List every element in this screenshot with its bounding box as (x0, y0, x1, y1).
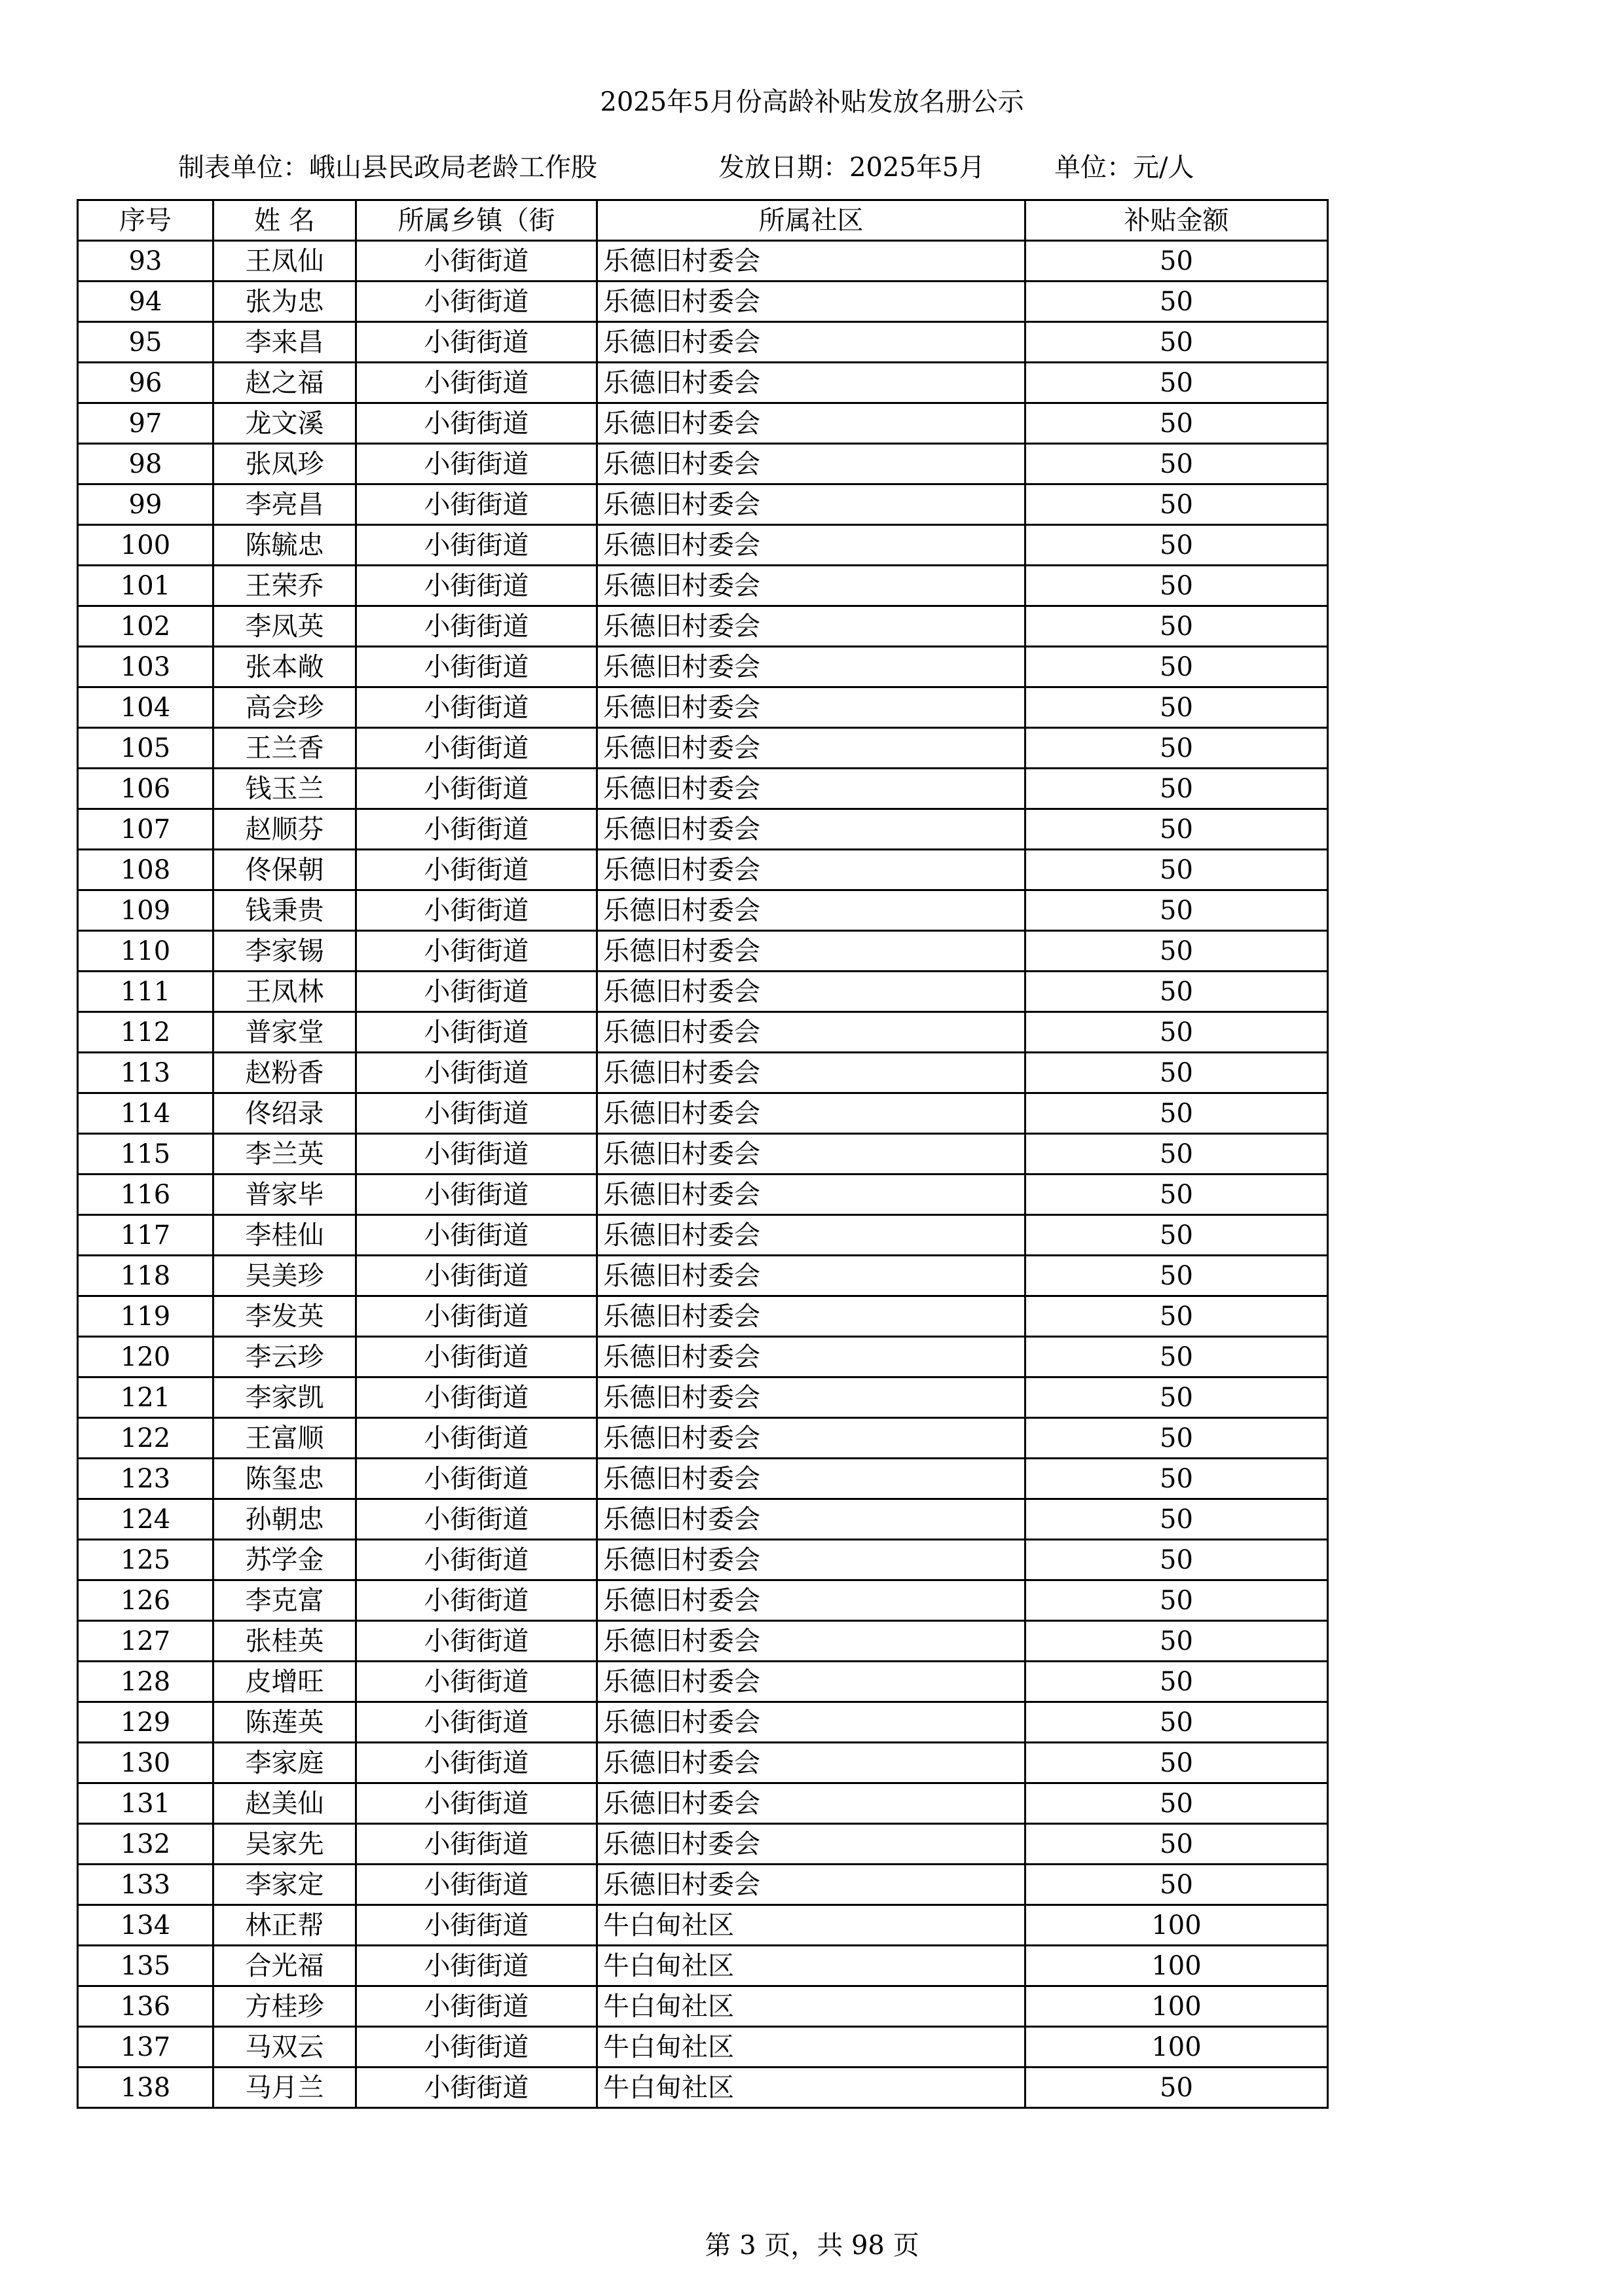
cell-town: 小街街道 (356, 1783, 597, 1824)
cell-name: 王凤仙 (213, 241, 356, 282)
table-row (78, 606, 1328, 647)
cell-community: 乐德旧村委会 (597, 647, 1025, 687)
cell-amount: 50 (1025, 1540, 1328, 1580)
cell-community: 乐德旧村委会 (597, 282, 1025, 322)
cell-town: 小街街道 (356, 1865, 597, 1905)
cell-community: 乐德旧村委会 (597, 1865, 1025, 1905)
cell-community: 乐德旧村委会 (597, 1783, 1025, 1824)
cell-town: 小街街道 (356, 282, 597, 322)
cell-serial: 98 (78, 444, 213, 484)
cell-community: 乐德旧村委会 (597, 728, 1025, 769)
cell-serial: 111 (78, 972, 213, 1012)
cell-serial: 131 (78, 1783, 213, 1824)
cell-town: 小街街道 (356, 1743, 597, 1783)
cell-serial: 96 (78, 363, 213, 403)
cell-town: 小街街道 (356, 1134, 597, 1175)
cell-serial: 93 (78, 241, 213, 282)
cell-name: 王富顺 (213, 1418, 356, 1459)
cell-amount: 50 (1025, 2068, 1328, 2108)
cell-serial: 106 (78, 769, 213, 809)
cell-serial: 97 (78, 403, 213, 444)
table-row (78, 931, 1328, 972)
cell-name: 李云珍 (213, 1337, 356, 1377)
cell-amount: 50 (1025, 647, 1328, 687)
cell-serial: 118 (78, 1256, 213, 1296)
table-row (78, 647, 1328, 687)
cell-amount: 50 (1025, 1865, 1328, 1905)
cell-amount: 50 (1025, 1215, 1328, 1256)
page-footer: 第 3 页，共 98 页 (705, 2231, 919, 2261)
table-row (78, 1215, 1328, 1256)
cell-name: 皮增旺 (213, 1662, 356, 1702)
cell-amount: 50 (1025, 403, 1328, 444)
cell-serial: 122 (78, 1418, 213, 1459)
cell-community: 乐德旧村委会 (597, 1012, 1025, 1053)
cell-town: 小街街道 (356, 687, 597, 728)
table-row (78, 1053, 1328, 1093)
cell-name: 张本敞 (213, 647, 356, 687)
cell-amount: 50 (1025, 606, 1328, 647)
cell-name: 李桂仙 (213, 1215, 356, 1256)
cell-serial: 100 (78, 525, 213, 566)
cell-serial: 121 (78, 1377, 213, 1418)
currency-unit: 单位：元/人 (1054, 153, 1194, 183)
table-row (78, 322, 1328, 363)
table-row (78, 1175, 1328, 1215)
table-row (78, 972, 1328, 1012)
cell-serial: 130 (78, 1743, 213, 1783)
table-row (78, 1012, 1328, 1053)
cell-amount: 50 (1025, 1621, 1328, 1662)
table-row (78, 1702, 1328, 1743)
cell-name: 王兰香 (213, 728, 356, 769)
cell-town: 小街街道 (356, 728, 597, 769)
cell-serial: 99 (78, 484, 213, 525)
table-row (78, 403, 1328, 444)
cell-amount: 50 (1025, 890, 1328, 931)
cell-serial: 109 (78, 890, 213, 931)
table-row (78, 363, 1328, 403)
table-row (78, 1865, 1328, 1905)
cell-town: 小街街道 (356, 890, 597, 931)
cell-serial: 114 (78, 1093, 213, 1134)
cell-community: 乐德旧村委会 (597, 1337, 1025, 1377)
cell-serial: 133 (78, 1865, 213, 1905)
cell-name: 普家毕 (213, 1175, 356, 1215)
cell-serial: 102 (78, 606, 213, 647)
cell-serial: 132 (78, 1824, 213, 1865)
cell-community: 乐德旧村委会 (597, 1296, 1025, 1337)
header-community: 所属社区 (597, 200, 1025, 241)
cell-town: 小街街道 (356, 1215, 597, 1256)
cell-serial: 103 (78, 647, 213, 687)
cell-community: 乐德旧村委会 (597, 1053, 1025, 1093)
cell-serial: 137 (78, 2027, 213, 2068)
cell-community: 乐德旧村委会 (597, 566, 1025, 606)
table-row (78, 525, 1328, 566)
cell-community: 乐德旧村委会 (597, 403, 1025, 444)
cell-serial: 134 (78, 1905, 213, 1946)
cell-name: 龙文溪 (213, 403, 356, 444)
cell-amount: 50 (1025, 931, 1328, 972)
table-row (78, 241, 1328, 282)
cell-town: 小街街道 (356, 1337, 597, 1377)
cell-amount: 50 (1025, 1134, 1328, 1175)
table-row (78, 1540, 1328, 1580)
table-row (78, 1946, 1328, 1986)
cell-amount: 50 (1025, 363, 1328, 403)
cell-town: 小街街道 (356, 484, 597, 525)
cell-amount: 50 (1025, 1459, 1328, 1499)
cell-serial: 120 (78, 1337, 213, 1377)
table-row (78, 687, 1328, 728)
cell-community: 乐德旧村委会 (597, 1743, 1025, 1783)
cell-amount: 50 (1025, 1012, 1328, 1053)
cell-town: 小街街道 (356, 1946, 597, 1986)
cell-town: 小街街道 (356, 2027, 597, 2068)
table-row (78, 444, 1328, 484)
cell-community: 乐德旧村委会 (597, 1134, 1025, 1175)
table-row (78, 1824, 1328, 1865)
cell-name: 李家庭 (213, 1743, 356, 1783)
table-row (78, 1093, 1328, 1134)
cell-town: 小街街道 (356, 444, 597, 484)
cell-name: 马双云 (213, 2027, 356, 2068)
cell-serial: 116 (78, 1175, 213, 1215)
cell-community: 乐德旧村委会 (597, 1499, 1025, 1540)
table-row (78, 1296, 1328, 1337)
cell-town: 小街街道 (356, 241, 597, 282)
cell-amount: 50 (1025, 322, 1328, 363)
cell-serial: 107 (78, 809, 213, 850)
cell-community: 乐德旧村委会 (597, 484, 1025, 525)
table-row (78, 1459, 1328, 1499)
cell-name: 李家定 (213, 1865, 356, 1905)
cell-town: 小街街道 (356, 1621, 597, 1662)
cell-serial: 108 (78, 850, 213, 890)
table-body (78, 241, 1328, 2108)
table-row (78, 769, 1328, 809)
cell-amount: 100 (1025, 1946, 1328, 1986)
cell-amount: 50 (1025, 1662, 1328, 1702)
cell-name: 李亮昌 (213, 484, 356, 525)
cell-town: 小街街道 (356, 1824, 597, 1865)
cell-name: 张凤珍 (213, 444, 356, 484)
cell-name: 赵粉香 (213, 1053, 356, 1093)
cell-name: 吴美珍 (213, 1256, 356, 1296)
cell-town: 小街街道 (356, 850, 597, 890)
cell-community: 乐德旧村委会 (597, 1580, 1025, 1621)
cell-name: 李克富 (213, 1580, 356, 1621)
cell-community: 乐德旧村委会 (597, 1093, 1025, 1134)
cell-town: 小街街道 (356, 972, 597, 1012)
cell-amount: 50 (1025, 1499, 1328, 1540)
table-row (78, 2068, 1328, 2108)
table-row (78, 1337, 1328, 1377)
page-title: 2025年5月份高龄补贴发放名册公示 (600, 87, 1024, 117)
cell-community: 乐德旧村委会 (597, 322, 1025, 363)
cell-name: 张桂英 (213, 1621, 356, 1662)
cell-town: 小街街道 (356, 769, 597, 809)
table-row (78, 1743, 1328, 1783)
cell-serial: 105 (78, 728, 213, 769)
cell-town: 小街街道 (356, 1986, 597, 2027)
cell-community: 乐德旧村委会 (597, 1377, 1025, 1418)
cell-town: 小街街道 (356, 525, 597, 566)
cell-name: 佟保朝 (213, 850, 356, 890)
cell-serial: 104 (78, 687, 213, 728)
cell-town: 小街街道 (356, 363, 597, 403)
cell-community: 乐德旧村委会 (597, 444, 1025, 484)
cell-amount: 50 (1025, 282, 1328, 322)
cell-town: 小街街道 (356, 647, 597, 687)
cell-community: 乐德旧村委会 (597, 241, 1025, 282)
issuing-unit: 制表单位：峨山县民政局老龄工作股 (178, 153, 597, 183)
cell-community: 乐德旧村委会 (597, 1256, 1025, 1296)
cell-amount: 100 (1025, 2027, 1328, 2068)
table-row (78, 2027, 1328, 2068)
cell-community: 乐德旧村委会 (597, 687, 1025, 728)
cell-serial: 124 (78, 1499, 213, 1540)
cell-name: 林正帮 (213, 1905, 356, 1946)
cell-name: 高会珍 (213, 687, 356, 728)
cell-serial: 94 (78, 282, 213, 322)
cell-serial: 125 (78, 1540, 213, 1580)
cell-town: 小街街道 (356, 1662, 597, 1702)
cell-amount: 50 (1025, 728, 1328, 769)
issue-date: 发放日期：2025年5月 (718, 153, 986, 183)
cell-town: 小街街道 (356, 1905, 597, 1946)
table-row (78, 890, 1328, 931)
cell-community: 乐德旧村委会 (597, 1662, 1025, 1702)
cell-town: 小街街道 (356, 1093, 597, 1134)
cell-serial: 136 (78, 1986, 213, 2027)
cell-name: 佟绍录 (213, 1093, 356, 1134)
cell-town: 小街街道 (356, 1175, 597, 1215)
cell-name: 李来昌 (213, 322, 356, 363)
cell-name: 李凤英 (213, 606, 356, 647)
cell-town: 小街街道 (356, 1580, 597, 1621)
cell-amount: 50 (1025, 809, 1328, 850)
cell-amount: 50 (1025, 850, 1328, 890)
cell-amount: 50 (1025, 1175, 1328, 1215)
cell-amount: 50 (1025, 1702, 1328, 1743)
cell-town: 小街街道 (356, 1053, 597, 1093)
cell-amount: 100 (1025, 1986, 1328, 2027)
cell-community: 牛白甸社区 (597, 2027, 1025, 2068)
cell-name: 钱秉贵 (213, 890, 356, 931)
cell-community: 牛白甸社区 (597, 1905, 1025, 1946)
cell-town: 小街街道 (356, 1256, 597, 1296)
cell-name: 赵美仙 (213, 1783, 356, 1824)
cell-serial: 127 (78, 1621, 213, 1662)
cell-name: 李发英 (213, 1296, 356, 1337)
cell-community: 乐德旧村委会 (597, 809, 1025, 850)
cell-town: 小街街道 (356, 322, 597, 363)
cell-name: 钱玉兰 (213, 769, 356, 809)
cell-community: 牛白甸社区 (597, 2068, 1025, 2108)
cell-town: 小街街道 (356, 809, 597, 850)
cell-community: 牛白甸社区 (597, 1986, 1025, 2027)
table-row (78, 1986, 1328, 2027)
cell-name: 普家堂 (213, 1012, 356, 1053)
cell-amount: 50 (1025, 1337, 1328, 1377)
cell-amount: 50 (1025, 1093, 1328, 1134)
cell-community: 乐德旧村委会 (597, 1175, 1025, 1215)
cell-amount: 50 (1025, 444, 1328, 484)
cell-town: 小街街道 (356, 1296, 597, 1337)
cell-amount: 50 (1025, 1296, 1328, 1337)
table-row (78, 1580, 1328, 1621)
cell-serial: 95 (78, 322, 213, 363)
cell-amount: 50 (1025, 1824, 1328, 1865)
cell-community: 乐德旧村委会 (597, 1702, 1025, 1743)
cell-community: 乐德旧村委会 (597, 850, 1025, 890)
cell-amount: 100 (1025, 1905, 1328, 1946)
cell-name: 赵顺芬 (213, 809, 356, 850)
subsidy-roster-table (77, 199, 1329, 2109)
cell-serial: 113 (78, 1053, 213, 1093)
cell-serial: 123 (78, 1459, 213, 1499)
cell-amount: 50 (1025, 1743, 1328, 1783)
table-row (78, 1905, 1328, 1946)
cell-amount: 50 (1025, 1783, 1328, 1824)
cell-community: 乐德旧村委会 (597, 363, 1025, 403)
cell-serial: 119 (78, 1296, 213, 1337)
cell-town: 小街街道 (356, 566, 597, 606)
cell-serial: 138 (78, 2068, 213, 2108)
cell-amount: 50 (1025, 484, 1328, 525)
cell-serial: 110 (78, 931, 213, 972)
cell-town: 小街街道 (356, 2068, 597, 2108)
header-name: 姓 名 (213, 200, 356, 241)
table-row (78, 484, 1328, 525)
cell-town: 小街街道 (356, 1012, 597, 1053)
table-row (78, 1418, 1328, 1459)
cell-name: 陈玺忠 (213, 1459, 356, 1499)
cell-serial: 128 (78, 1662, 213, 1702)
cell-amount: 50 (1025, 769, 1328, 809)
cell-name: 马月兰 (213, 2068, 356, 2108)
table-row (78, 850, 1328, 890)
table-row (78, 809, 1328, 850)
cell-community: 乐德旧村委会 (597, 1459, 1025, 1499)
cell-name: 李家锡 (213, 931, 356, 972)
cell-amount: 50 (1025, 566, 1328, 606)
cell-community: 乐德旧村委会 (597, 1824, 1025, 1865)
table-row (78, 282, 1328, 322)
cell-name: 张为忠 (213, 282, 356, 322)
table-row (78, 1662, 1328, 1702)
cell-community: 乐德旧村委会 (597, 606, 1025, 647)
cell-community: 乐德旧村委会 (597, 525, 1025, 566)
cell-town: 小街街道 (356, 1540, 597, 1580)
cell-community: 乐德旧村委会 (597, 972, 1025, 1012)
cell-name: 王凤林 (213, 972, 356, 1012)
cell-community: 乐德旧村委会 (597, 890, 1025, 931)
table-header-row (78, 200, 1328, 241)
header-serial: 序号 (78, 200, 213, 241)
cell-serial: 117 (78, 1215, 213, 1256)
cell-amount: 50 (1025, 1377, 1328, 1418)
cell-community: 牛白甸社区 (597, 1946, 1025, 1986)
cell-community: 乐德旧村委会 (597, 769, 1025, 809)
header-amount: 补贴金额 (1025, 200, 1328, 241)
cell-amount: 50 (1025, 687, 1328, 728)
table-row (78, 1621, 1328, 1662)
cell-amount: 50 (1025, 972, 1328, 1012)
cell-amount: 50 (1025, 1580, 1328, 1621)
cell-name: 方桂珍 (213, 1986, 356, 2027)
cell-name: 李兰英 (213, 1134, 356, 1175)
cell-name: 李家凯 (213, 1377, 356, 1418)
cell-serial: 135 (78, 1946, 213, 1986)
cell-name: 陈莲英 (213, 1702, 356, 1743)
table-row (78, 1256, 1328, 1296)
cell-name: 苏学金 (213, 1540, 356, 1580)
table-row (78, 1783, 1328, 1824)
header-town: 所属乡镇（街 (356, 200, 597, 241)
cell-community: 乐德旧村委会 (597, 1540, 1025, 1580)
cell-serial: 101 (78, 566, 213, 606)
cell-serial: 126 (78, 1580, 213, 1621)
cell-community: 乐德旧村委会 (597, 931, 1025, 972)
cell-name: 吴家先 (213, 1824, 356, 1865)
cell-town: 小街街道 (356, 1499, 597, 1540)
cell-amount: 50 (1025, 1418, 1328, 1459)
cell-amount: 50 (1025, 1256, 1328, 1296)
cell-name: 王荣乔 (213, 566, 356, 606)
table-row (78, 1377, 1328, 1418)
cell-name: 陈毓忠 (213, 525, 356, 566)
cell-town: 小街街道 (356, 1702, 597, 1743)
cell-amount: 50 (1025, 1053, 1328, 1093)
cell-amount: 50 (1025, 241, 1328, 282)
cell-town: 小街街道 (356, 606, 597, 647)
table-row (78, 566, 1328, 606)
cell-town: 小街街道 (356, 1418, 597, 1459)
table-row (78, 1134, 1328, 1175)
table-row (78, 1499, 1328, 1540)
cell-community: 乐德旧村委会 (597, 1215, 1025, 1256)
cell-name: 孙朝忠 (213, 1499, 356, 1540)
cell-community: 乐德旧村委会 (597, 1418, 1025, 1459)
cell-name: 合光福 (213, 1946, 356, 1986)
cell-amount: 50 (1025, 525, 1328, 566)
cell-serial: 129 (78, 1702, 213, 1743)
cell-serial: 112 (78, 1012, 213, 1053)
cell-serial: 115 (78, 1134, 213, 1175)
cell-town: 小街街道 (356, 1459, 597, 1499)
table-row (78, 728, 1328, 769)
cell-name: 赵之福 (213, 363, 356, 403)
cell-community: 乐德旧村委会 (597, 1621, 1025, 1662)
cell-town: 小街街道 (356, 403, 597, 444)
cell-town: 小街街道 (356, 931, 597, 972)
cell-town: 小街街道 (356, 1377, 597, 1418)
